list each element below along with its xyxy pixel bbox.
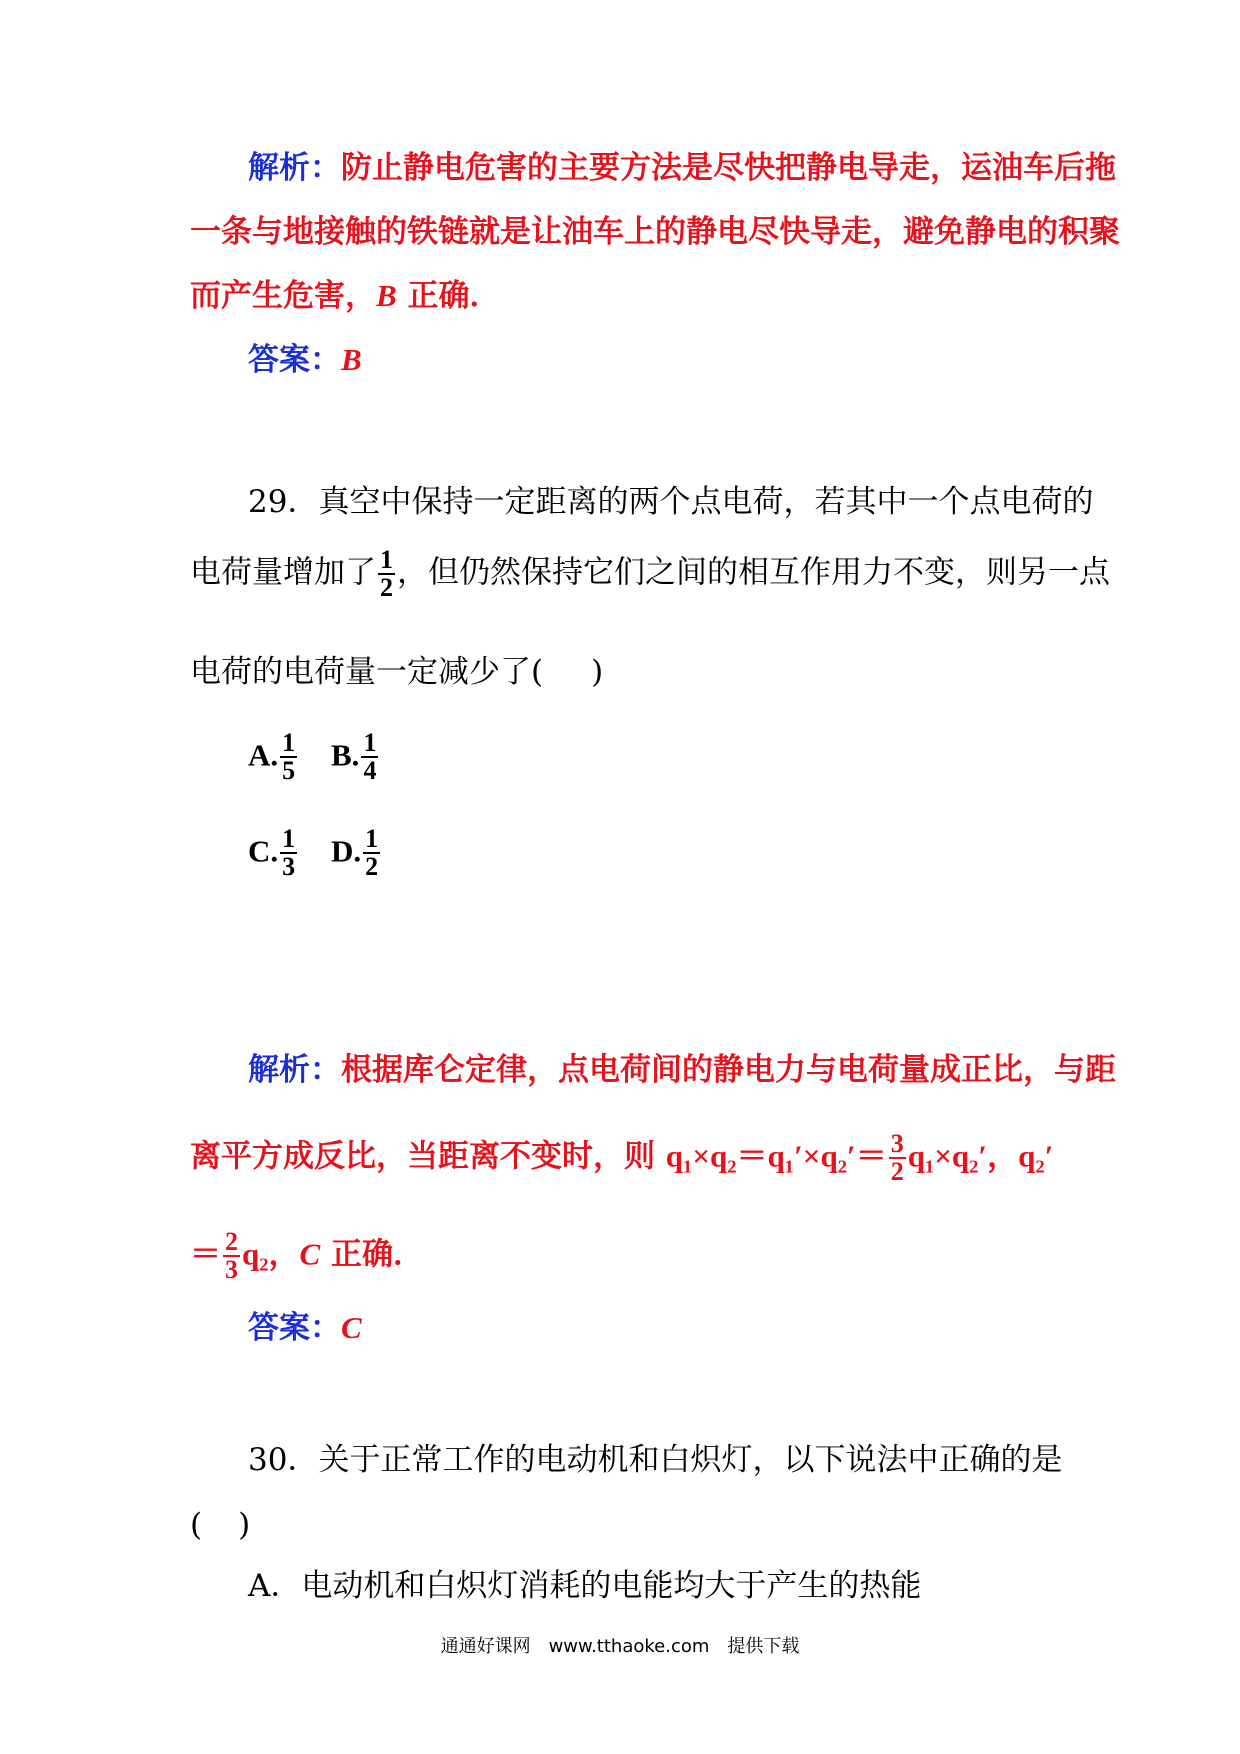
analysis1-line3 <box>190 276 1060 316</box>
fraction-numerator: 1 <box>380 545 393 574</box>
option-text: A．电动机和白炽灯消耗的电能均大于产生的热能 <box>248 1568 922 1604</box>
analysis1-line2 <box>190 212 1120 252</box>
q30-line2 <box>190 1505 1060 1545</box>
fraction-numerator: 1 <box>282 728 296 757</box>
question-text: ，但仍然保持它们之间的相互作用力不变，则另一点 <box>397 554 1110 591</box>
fraction-numerator: 1 <box>365 824 379 853</box>
answer-label: 答案： <box>248 342 341 378</box>
fraction-denominator: 3 <box>282 852 296 881</box>
fraction-denominator: 4 <box>363 756 377 785</box>
question-text: 电荷的电荷量一定减少了( <box>190 654 544 690</box>
fraction-denominator: 2 <box>890 1157 904 1186</box>
fraction-numerator: 2 <box>225 1227 238 1256</box>
fraction-denominator: 2 <box>380 573 393 602</box>
analysis2-line3 <box>190 1229 1060 1283</box>
question-text: ) <box>238 1507 251 1543</box>
fraction <box>361 730 378 784</box>
question-text: ( <box>190 1507 203 1543</box>
q29-options-row2 <box>248 826 1118 880</box>
answer-label: 答案： <box>248 1310 341 1346</box>
option-letter: C. <box>248 833 279 869</box>
analysis-text: 而产生危害， <box>190 278 376 314</box>
question-text: 29．真空中保持一定距离的两个点电荷，若其中一个点电荷的 <box>248 484 1094 520</box>
analysis-choice: C <box>299 1236 321 1272</box>
option-letter: B. <box>331 737 360 773</box>
fraction <box>280 826 297 880</box>
question-text: ) <box>591 654 604 690</box>
analysis-text: 正确． <box>396 278 501 314</box>
q29-line2 <box>190 545 1110 602</box>
fraction <box>378 547 395 601</box>
answer2 <box>248 1308 1118 1348</box>
analysis2-line2 <box>190 1131 1060 1185</box>
equation: q₁×q₂′，q₂′ <box>907 1138 1054 1174</box>
option-c <box>248 826 299 880</box>
analysis-label: 解析： <box>248 1052 341 1088</box>
equation: q₁×q₂＝q₁′×q₂′＝ <box>665 1138 887 1174</box>
option-letter: D. <box>331 833 362 869</box>
fraction-denominator: 5 <box>282 756 296 785</box>
fraction <box>889 1131 906 1185</box>
answer1 <box>248 340 1118 380</box>
fraction-denominator: 2 <box>365 852 379 881</box>
fraction-numerator: 1 <box>363 728 377 757</box>
analysis-label: 解析： <box>248 150 341 186</box>
q29-options-row1 <box>248 730 1118 784</box>
analysis-text: 根据库仑定律，点电荷间的静电力与电荷量成正比，与距 <box>341 1052 1116 1088</box>
fraction <box>363 826 380 880</box>
fraction-denominator: 3 <box>225 1255 238 1284</box>
analysis-text: 离平方成反比，当距离不变时，则 <box>190 1138 666 1175</box>
q30-line1 <box>248 1440 1118 1480</box>
analysis1-line1 <box>248 148 1118 188</box>
analysis-choice: B <box>376 278 397 313</box>
equation: q₂， <box>242 1236 300 1272</box>
analysis-text: 一条与地接触的铁链就是让油车上的静电尽快导走，避免静电的积聚 <box>190 214 1120 250</box>
page-footer: 通通好课网 www.tthaoke.com 提供下载 <box>440 1636 800 1657</box>
equation: ＝ <box>190 1236 221 1272</box>
question-text: 电荷量增加了 <box>190 554 376 591</box>
fraction-numerator: 3 <box>890 1129 904 1158</box>
q30-option-a <box>248 1566 1118 1606</box>
fraction-numerator: 1 <box>282 824 296 853</box>
option-d <box>331 826 382 880</box>
q29-line1 <box>248 482 1118 522</box>
analysis-text: 防止静电危害的主要方法是尽快把静电导走，运油车后拖 <box>341 150 1116 186</box>
option-b <box>331 730 380 784</box>
fraction <box>280 730 297 784</box>
answer-value: C <box>341 1310 362 1345</box>
answer-value: B <box>341 342 362 377</box>
analysis2-line1 <box>248 1050 1118 1090</box>
fraction <box>223 1229 240 1283</box>
option-a <box>248 730 299 784</box>
analysis-text: 正确． <box>320 1236 425 1273</box>
q29-line3 <box>190 652 1060 692</box>
question-text: 30．关于正常工作的电动机和白炽灯，以下说法中正确的是 <box>248 1442 1063 1478</box>
option-letter: A. <box>248 737 279 773</box>
